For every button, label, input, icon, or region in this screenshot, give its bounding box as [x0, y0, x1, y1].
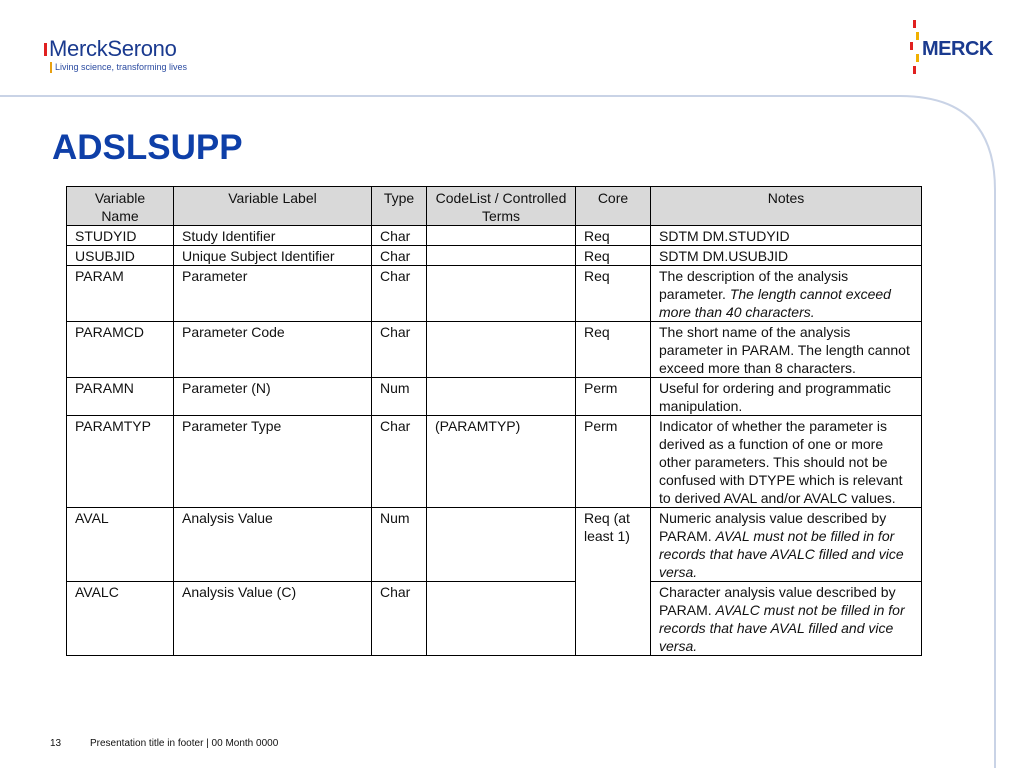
notes-italic-text: The length cannot exceed more than 40 characters.: [659, 286, 891, 320]
cell-name: PARAM: [67, 266, 174, 322]
header-variable-name: Variable Name: [67, 187, 174, 226]
cell-label: Unique Subject Identifier: [174, 246, 372, 266]
table-row: [67, 226, 922, 246]
cell-core: Perm: [576, 416, 651, 508]
notes-text: The description of the analysis parameter.: [659, 268, 849, 302]
cell-codelist: [427, 582, 576, 656]
cell-core: Req (at least 1): [576, 508, 651, 656]
variable-spec-table: [66, 186, 922, 656]
cell-notes: [651, 246, 922, 266]
table-row: [67, 582, 922, 656]
table-row: [67, 266, 922, 322]
cell-notes: [651, 378, 922, 416]
merck-logo-text: MERCK: [922, 38, 993, 60]
notes-italic-text: AVAL must not be filled in for records that have AVALC filled and vice versa.: [659, 528, 904, 580]
header-codelist: CodeList / Controlled Terms: [427, 187, 576, 226]
cell-label: Study Identifier: [174, 226, 372, 246]
cell-name: AVAL: [67, 508, 174, 582]
cell-notes: [651, 266, 922, 322]
cell-name: USUBJID: [67, 246, 174, 266]
notes-text: SDTM DM.USUBJID: [659, 248, 789, 264]
notes-text: The short name of the analysis parameter in PARAM. The length cannot exceed more than 8 characters.: [659, 324, 910, 376]
cell-name: PARAMN: [67, 378, 174, 416]
notes-text: Useful for ordering and programmatic manipulation.: [659, 380, 891, 414]
cell-name: PARAMCD: [67, 322, 174, 378]
cell-type: Char: [372, 416, 427, 508]
table-row: [67, 378, 922, 416]
cell-label: Parameter Code: [174, 322, 372, 378]
cell-core: Req: [576, 266, 651, 322]
cell-notes: [651, 416, 922, 508]
notes-text: Numeric analysis value described by PARAM.: [659, 510, 887, 544]
cell-label: Analysis Value: [174, 508, 372, 582]
footer: [50, 738, 278, 749]
cell-codelist: [427, 226, 576, 246]
notes-text: Indicator of whether the parameter is derived as a function of one or more other parameters. This should not be confused with DTYPE which is relevant to derived AVAL and/or AVALC values.: [659, 418, 903, 506]
cell-core: Req: [576, 246, 651, 266]
header-type: Type: [372, 187, 427, 226]
table-row: [67, 246, 922, 266]
cell-codelist: (PARAMTYP): [427, 416, 576, 508]
cell-core: Perm: [576, 378, 651, 416]
cell-notes: [651, 582, 922, 656]
cell-notes: [651, 508, 922, 582]
cell-label: Parameter Type: [174, 416, 372, 508]
table-row: [67, 322, 922, 378]
notes-text: SDTM DM.STUDYID: [659, 228, 790, 244]
cell-label: Parameter: [174, 266, 372, 322]
cell-name: AVALC: [67, 582, 174, 656]
notes-italic-text: AVALC must not be filled in for records that have AVAL filled and vice versa.: [659, 602, 905, 654]
cell-type: Char: [372, 246, 427, 266]
header-variable-label: Variable Label: [174, 187, 372, 226]
cell-core: Req: [576, 322, 651, 378]
cell-type: Num: [372, 508, 427, 582]
cell-notes: [651, 226, 922, 246]
cell-codelist: [427, 266, 576, 322]
cell-name: PARAMTYP: [67, 416, 174, 508]
cell-codelist: [427, 508, 576, 582]
cell-type: Char: [372, 582, 427, 656]
table-row: [67, 416, 922, 508]
cell-type: Char: [372, 322, 427, 378]
table-row: [67, 508, 922, 582]
cell-type: Char: [372, 226, 427, 246]
logo-tagline: Living science, transforming lives: [50, 62, 187, 73]
cell-label: Analysis Value (C): [174, 582, 372, 656]
cell-core: Req: [576, 226, 651, 246]
cell-name: STUDYID: [67, 226, 174, 246]
cell-codelist: [427, 378, 576, 416]
table-header-row: [67, 187, 922, 226]
page-number: 13: [50, 738, 62, 749]
logo-serono-text: Serono: [107, 36, 177, 61]
logo-merck-text: Merck: [49, 36, 108, 61]
header-notes: Notes: [651, 187, 922, 226]
notes-text: Character analysis value described by PARAM.: [659, 584, 896, 618]
footer-text: Presentation title in footer | 00 Month 0000: [90, 738, 279, 749]
cell-type: Num: [372, 378, 427, 416]
merck-serono-logo: [44, 38, 187, 73]
cell-codelist: [427, 246, 576, 266]
cell-notes: [651, 322, 922, 378]
cell-label: Parameter (N): [174, 378, 372, 416]
merck-logo: [908, 18, 998, 78]
slide-title: ADSLSUPP: [52, 128, 243, 167]
cell-codelist: [427, 322, 576, 378]
header-core: Core: [576, 187, 651, 226]
logo-bar-icon: [44, 43, 47, 56]
cell-type: Char: [372, 266, 427, 322]
